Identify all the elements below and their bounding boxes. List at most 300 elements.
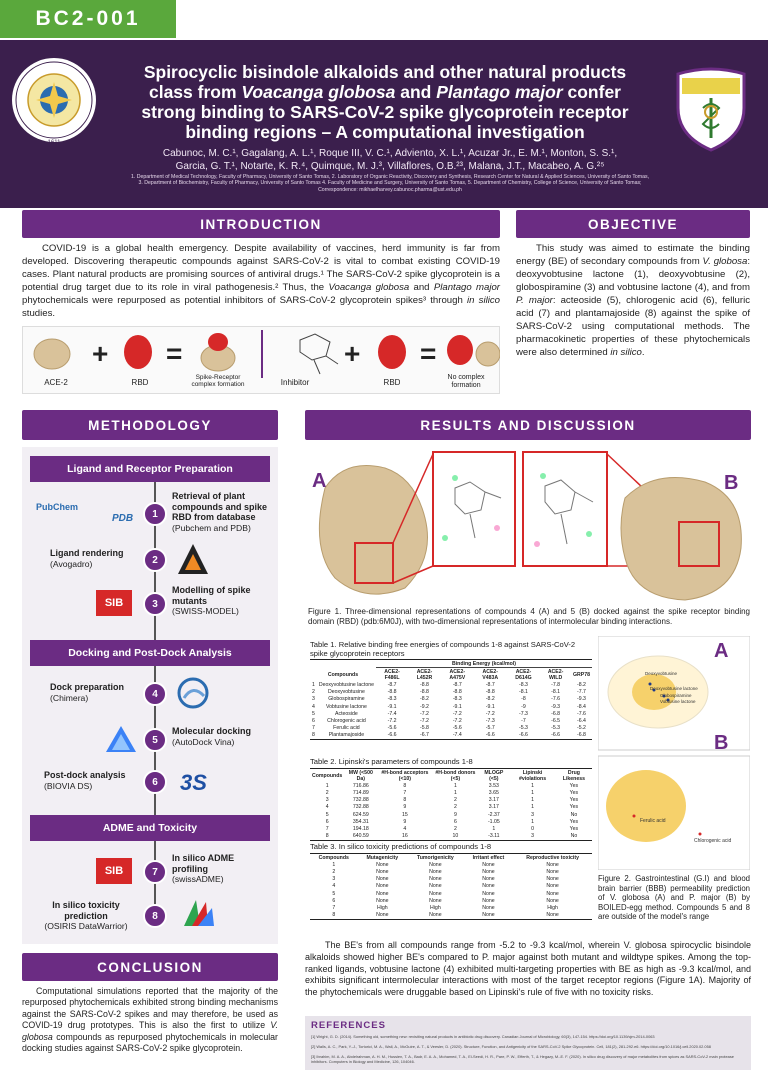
table1-cell: 2 — [312, 689, 315, 696]
table1-cell: 3 — [312, 696, 315, 703]
conclusion-part: compounds as repurposed phytochemicals in molecular docking studies against SARS-CoV-2 spike glycoprotein. — [22, 1031, 278, 1054]
table3-cell: None — [546, 912, 559, 919]
table2-cell: 16 — [401, 833, 408, 840]
step-6-circle: 6 — [143, 770, 167, 794]
table3-cell: None — [482, 876, 495, 883]
table2-header-cell: Lipinski #violations — [518, 769, 547, 782]
table1-cell: -7.6 — [551, 696, 561, 703]
svg-text:=: = — [166, 338, 183, 369]
table2-cell: 3.53 — [488, 782, 499, 789]
title-line-3: strong binding to SARS-CoV-2 spike glycoprotein receptor — [141, 102, 629, 122]
table3-cell: None — [376, 890, 389, 897]
table1-cell: -5.6 — [387, 725, 397, 732]
svg-text:+: + — [92, 338, 109, 369]
step-5-title: Molecular docking — [172, 726, 252, 736]
table2-cell: 1 — [531, 782, 534, 789]
reference-2: [2] Walls, A. C., Park, Y.-J., Tortorici, M. A., Wall, A., McGuire, A. T., & Veesler, D. (2020). Structure, Function, and Antigenicity of the SARS-CoV-2 Spike Glycoprotein. Cell, 181(2), 281-292.e6. https://doi.org/10.1016/j.cell.2020.02.058 — [311, 1044, 711, 1049]
intro-species: Voacanga globosa — [328, 282, 410, 293]
table1-cell: -8.8 — [387, 689, 397, 696]
table1-cell: -8.8 — [420, 681, 429, 688]
poster-id-badge: BC2-001 — [0, 0, 176, 38]
table-3-grid — [310, 854, 592, 919]
table2-cell: 3 — [531, 811, 534, 818]
table1-cell: -8.1 — [519, 689, 528, 696]
title-species-1: Voacanga globosa — [241, 82, 396, 102]
table1-cell: -8.7 — [387, 681, 397, 688]
table2-header-cell: #H-bond donors (<5) — [435, 769, 476, 782]
title-part: class from — [148, 82, 242, 102]
table1-cell: -6.6 — [387, 732, 397, 739]
step-4-text — [50, 682, 140, 703]
table3-cell: None — [546, 868, 559, 875]
table3-cell: None — [376, 912, 389, 919]
correspondence-line: Correspondence: mikhaelharvey.cabunoc.pharma@ust.edu.ph — [318, 186, 462, 193]
step-7-tool: (swissADME) — [172, 874, 224, 884]
fig2-label-b: B — [714, 732, 729, 754]
table2-cell: 5 — [325, 811, 329, 818]
table3-cell: None — [429, 883, 442, 890]
table1-cell: -8.3 — [452, 696, 462, 703]
table2-cell: 8 — [325, 833, 329, 840]
table1-group-header: Binding Energy (kcal/mol) — [376, 660, 592, 668]
objective-part: . — [641, 347, 645, 358]
table1-cell: -8.8 — [452, 689, 462, 696]
table1-cell: 6 — [312, 717, 315, 724]
step-1-text — [172, 491, 276, 533]
table1-cell: -8.8 — [485, 689, 495, 696]
step-3-title: Modelling of spike mutants — [172, 585, 251, 606]
table1-cell: -5.3 — [519, 725, 528, 732]
table1-cell: -7.2 — [485, 710, 495, 717]
autodock-icon — [104, 724, 138, 754]
affiliation-line-1: 1. Department of Medical Technology, Faculty of Pharmacy, University of Santo Tomas, 2. Laboratory of Organic Reactivity, Discovery and Synthesis, Research Center for Natural & Applied Sciences, University of Santo Tomas, — [130, 174, 650, 180]
objective-part: : acteoside (5), chlorogenic acid (6), felluric acid (7) and plantamajoside (8) against the spike of SARS-CoV-2 using computational methods. The pharmacokinetic properties of these phytochemicals were also determined — [516, 295, 750, 358]
table1-cell: -6.8 — [551, 710, 561, 717]
table3-header-cell: Reproductive toxicity — [526, 854, 579, 861]
table3-row — [310, 897, 592, 904]
table2-cell: 8 — [403, 782, 407, 789]
table2-cell: 1 — [531, 804, 534, 811]
table1-cell: -9.1 — [387, 703, 397, 710]
ace2-protein-icon — [34, 339, 70, 369]
table2-cell: No — [570, 811, 578, 818]
introduction-heading: INTRODUCTION — [22, 210, 500, 238]
table3-cell: None — [429, 861, 442, 868]
objective-heading: OBJECTIVE — [516, 210, 750, 238]
table3-cell: None — [546, 883, 559, 890]
table-1 — [310, 659, 592, 740]
table3-header-cell: Irritant effect — [472, 854, 505, 861]
biovia-icon — [178, 766, 212, 796]
table1-body — [310, 681, 592, 739]
table1-cell: 8 — [312, 732, 315, 739]
table2-cell: Yes — [569, 789, 579, 796]
table3-cell: 6 — [332, 897, 336, 904]
table3-cell: None — [482, 897, 495, 904]
inhibitor-molecule-icon — [300, 334, 338, 374]
table2-row — [310, 797, 592, 804]
table1-cell: -8.7 — [485, 681, 495, 688]
table1-cell: -7.8 — [551, 681, 561, 688]
table2-cell: 1 — [531, 789, 534, 796]
step-5-tool: (AutoDock Vina) — [172, 736, 235, 747]
table3-cell: 3 — [332, 876, 336, 883]
pharmacy-crest-icon — [672, 64, 750, 152]
step-7-title: In silico ADME profiling — [172, 853, 235, 874]
table3-cell: None — [376, 861, 389, 868]
table-2 — [310, 768, 592, 841]
table1-row — [310, 725, 592, 732]
fig1-label-a: A — [312, 470, 327, 492]
table1-cell: -8.4 — [577, 703, 586, 710]
sib-logo: SIB — [96, 590, 132, 616]
table-3-title: Table 3. In silico toxicity predictions of compounds 1-8 — [310, 842, 492, 851]
table3-cell: None — [482, 883, 495, 890]
table1-header-cell: ACE2-F486L — [384, 668, 400, 681]
table2-cell: -3.11 — [488, 833, 500, 840]
table1-cell: -7.3 — [519, 710, 528, 717]
step-8-title: In silico toxicity prediction — [52, 900, 120, 921]
table2-body — [310, 782, 592, 840]
label-complex: Spike-Receptor complex formation — [191, 374, 245, 388]
table2-cell: 732.88 — [352, 804, 369, 811]
affiliation-line-2: 3. Department of Biochemistry, Faculty of Pharmacy, University of Santo Tomas 4. Faculty of Medicine and Surgery, University of Santo Tomas, 5. Department of Chemistry, College of Science, University of Santo Tomas; — [138, 180, 642, 187]
table2-cell: Yes — [569, 804, 579, 811]
table3-cell: 4 — [332, 883, 336, 890]
rbd-protein-icon — [124, 335, 152, 369]
step-4-tool: (Chimera) — [50, 692, 89, 703]
table3-header-cell: Tumorigenicity — [416, 854, 454, 861]
table2-cell: No — [570, 833, 578, 840]
table1-cell: -5.8 — [420, 725, 429, 732]
step-5-text — [172, 726, 276, 747]
conclusion-part: Computational simulations reported that the majority of the repurposed phytochemicals exhibited strong binding mechanisms against the SARS-CoV-2 spikes and may therefore, be used as COVID-19 drug prototypes. This is also the first to utilize — [22, 986, 278, 1031]
table1-cell: -8.2 — [485, 696, 495, 703]
table2-row — [310, 782, 592, 789]
table1-cell: -5.2 — [577, 725, 586, 732]
table1-cell: Ferulic acid — [333, 725, 360, 732]
figure-1-docking — [305, 448, 751, 606]
table1-cell: -9 — [521, 703, 526, 710]
fig2b-region — [606, 770, 686, 842]
references-heading: REFERENCES — [311, 1020, 386, 1031]
table2-header-row — [310, 769, 592, 782]
table1-cell: -7.6 — [577, 710, 586, 717]
table2-cell: 3.17 — [488, 797, 499, 804]
table1-cell: -6.6 — [519, 732, 528, 739]
table3-cell: None — [429, 912, 442, 919]
step-1-circle: 1 — [143, 502, 167, 526]
table1-cell: -8.8 — [420, 689, 429, 696]
table2-header-cell: Drug Likeness — [562, 769, 586, 782]
table2-cell: 3.65 — [488, 789, 499, 796]
table3-cell: 5 — [332, 890, 336, 897]
table2-row — [310, 818, 592, 825]
fig2-label-a: A — [714, 640, 729, 662]
table2-cell: 4 — [403, 825, 407, 832]
step-3-text — [172, 585, 272, 617]
table1-cell: 1 — [312, 681, 315, 688]
table2-header-cell: MW (<500 Da) — [348, 769, 373, 782]
table1-cell: -5.3 — [551, 725, 561, 732]
table3-header-row — [310, 854, 592, 861]
table1-row — [310, 703, 592, 710]
title-line-1: Spirocyclic bisindole alkaloids and other natural products — [143, 62, 627, 82]
table3-cell: 2 — [332, 868, 336, 875]
intro-part: phytochemicals were repurposed as potential inhibitors of SARS-CoV-2 glycoprotein spikes³ through — [22, 295, 467, 306]
table2-cell: 1 — [453, 789, 457, 796]
table1-cell: Plantamajoside — [328, 732, 365, 739]
table3-header-cell: Mutagenicity — [366, 854, 399, 861]
table1-cell: -7 — [521, 717, 526, 724]
results-discussion: The BE's from all compounds range from -5.2 to -9.3 kcal/mol, wherein V. globosa spirocyclic bisindole alkaloids showed higher BE's compared to P. major against both mutant and wildtype spikes. Among the top-ranked ligands, vobtusine lactone (4) exhibited multi-targeting properties with BE as high as -9.3 kcal/mol, and exhibits significant intermolecular interactions with most of the target receptor regions (Figure 1A). Majority of the phytochemicals were druggable based on Lipinski's rule of five with no toxicity risks. — [305, 940, 751, 998]
objective-italic: in silico — [610, 347, 642, 358]
table1-cell: Globospiramine — [328, 696, 365, 703]
table3-cell: None — [546, 897, 559, 904]
table2-cell: 2 — [325, 789, 329, 796]
objective-species: V. globosa — [702, 256, 748, 267]
table3-row — [310, 890, 592, 897]
table2-cell: -2.37 — [487, 811, 500, 818]
table3-cell: None — [376, 897, 389, 904]
figure-1-caption: Figure 1. Three-dimensional representations of compounds 4 (A) and 5 (B) docked against the spike receptor binding domain (RBD) (pdb:6M0J), with two-dimensional representations of intermolecular binding interactions. — [308, 607, 750, 626]
table1-cell: -7.2 — [420, 717, 429, 724]
seal-year: 1611 — [47, 140, 61, 146]
title-species-2: Plantago major — [436, 82, 563, 102]
ust-seal-left-icon — [10, 52, 98, 154]
table2-cell: Yes — [569, 782, 579, 789]
table2-header-cell: #H-bond acceptors (<10) — [381, 769, 429, 782]
objective-part: This study was aimed to estimate the binding energy (BE) of secondary compounds from — [516, 243, 750, 267]
table2-cell: 1 — [531, 818, 534, 825]
avogadro-icon — [176, 542, 210, 576]
table1-cell: -6.6 — [551, 732, 561, 739]
table3-cell: High — [547, 904, 558, 911]
step-4-title: Dock preparation — [50, 682, 125, 692]
table2-cell: Yes — [569, 818, 579, 825]
fig2a-point-2: Deoxyvobtusine lactone — [650, 686, 698, 691]
fig2b-point-2: Chlorogenic acid — [694, 838, 732, 844]
table2-cell: 7 — [325, 825, 329, 832]
table1-cell: -6.5 — [551, 717, 561, 724]
table2-cell: 6 — [453, 818, 457, 825]
fig1-interaction-b — [523, 452, 607, 566]
table-3 — [310, 853, 592, 920]
step-6-title: Post-dock analysis — [44, 770, 126, 780]
table3-cell: None — [482, 890, 495, 897]
table2-cell: 1 — [453, 782, 457, 789]
table1-cell: -9.1 — [485, 703, 495, 710]
table1-header-cell: ACE2-WILD — [547, 668, 564, 681]
table3-cell: 8 — [332, 912, 336, 919]
table-1-title: Table 1. Relative binding free energies of compounds 1-8 against SARS-CoV-2 spike glycoprotein receptors — [310, 640, 576, 658]
table1-cell: -8.2 — [420, 696, 429, 703]
table2-cell: 4 — [325, 804, 329, 811]
table2-cell: 1 — [325, 782, 329, 789]
table2-header-cell: Compounds — [312, 772, 343, 779]
table3-cell: None — [546, 890, 559, 897]
table1-header-cell: ACE2-V483A — [482, 668, 499, 681]
table2-cell: 1 — [492, 825, 496, 832]
table3-cell: None — [376, 876, 389, 883]
table1-cell: Deoxyvobtusine — [327, 689, 365, 696]
table2-header-cell: MLOGP (<5) — [484, 769, 504, 782]
table1-header-cell: ACE2-L452R — [416, 668, 433, 681]
title-line-2 — [95, 82, 675, 102]
affiliation-list — [50, 174, 730, 193]
table1-cell: -8.1 — [551, 689, 561, 696]
fig2a-point-4: Vobtusine lactone — [660, 699, 696, 704]
step-2-circle: 2 — [143, 548, 167, 572]
table3-cell: High — [376, 904, 388, 911]
title-part: confer — [562, 82, 621, 102]
table3-cell: None — [482, 861, 495, 868]
sib-logo-2: SIB — [96, 858, 132, 884]
table2-cell: 716.86 — [352, 782, 369, 789]
step-1-title: Retrieval of plant compounds and spike RBD from database — [172, 491, 268, 522]
table1-cell: -7.4 — [452, 732, 462, 739]
table1-cell: -6.6 — [485, 732, 495, 739]
results-heading: RESULTS AND DISCUSSION — [305, 410, 751, 440]
label-no-complex: No complex formation — [447, 374, 485, 389]
table3-row — [310, 876, 592, 883]
fig1-label-b: B — [724, 472, 739, 494]
fig2b-point-1: Ferulic acid — [640, 818, 666, 824]
table1-cell: -7.2 — [452, 717, 462, 724]
table2-cell: 732.88 — [352, 797, 369, 804]
table1-row — [310, 696, 592, 703]
table3-cell: None — [376, 883, 389, 890]
svg-text:=: = — [420, 338, 437, 369]
conclusion-text — [22, 986, 278, 1054]
table2-cell: 3.17 — [488, 804, 499, 811]
table3-cell: 1 — [332, 861, 336, 868]
table2-cell: 640.59 — [352, 833, 369, 840]
step-8-circle: 8 — [143, 904, 167, 928]
table1-cell: 5 — [312, 710, 315, 717]
title-line-4: binding regions – A computational investigation — [185, 122, 585, 142]
table3-row — [310, 904, 592, 911]
pubchem-logo: PubChem — [36, 502, 79, 512]
table1-row — [310, 710, 592, 717]
table3-cell: None — [482, 868, 495, 875]
table1-cell: Deoxyvobtusine lactone — [318, 681, 374, 688]
label-ace2: ACE-2 — [44, 378, 68, 387]
table3-cell: None — [429, 876, 442, 883]
table1-cell: -7.7 — [577, 689, 586, 696]
sub-docking: Docking and Post-Dock Analysis — [30, 640, 270, 666]
table1-row — [310, 717, 592, 724]
table1-cell: -5.7 — [485, 725, 495, 732]
table2-cell: 9 — [453, 811, 457, 818]
step-3-tool: (SWISS-MODEL) — [172, 606, 239, 616]
table3-cell: None — [376, 868, 389, 875]
fig1-interaction-a — [433, 452, 515, 566]
author-list — [110, 148, 670, 173]
table3-cell: None — [429, 868, 442, 875]
step-7-circle: 7 — [143, 860, 167, 884]
objective-part: : deoxyvobtusine lactone (1), deoxyvobtusine (2), globospiramine (3) and vobtusine lactone (4), and from — [516, 256, 750, 293]
table1-header-cell: GRP78 — [572, 671, 590, 678]
table1-cell: -7.2 — [420, 710, 429, 717]
methodology-heading: METHODOLOGY — [22, 410, 278, 440]
authors-line-1: Cabunoc, M. C.¹, Gagalang, A. L.¹, Roque III, V. C.¹, Adviento, X. L.¹, Acuzar Jr., E. M.¹, Monton, S. S.¹, — [162, 148, 618, 159]
table-2-title: Table 2. Lipinski's parameters of compounds 1-8 — [310, 757, 473, 766]
title-part: and — [395, 82, 437, 102]
table1-cell: -6.4 — [577, 717, 586, 724]
table1-cell: 4 — [312, 703, 315, 710]
table2-cell: 1 — [531, 797, 534, 804]
table2-cell: Yes — [569, 825, 579, 832]
table1-header-cell: Compounds — [327, 671, 359, 678]
table1-cell: -8 — [521, 696, 526, 703]
table3-cell: None — [429, 890, 442, 897]
table2-cell: 15 — [401, 811, 408, 818]
table2-cell: 3 — [325, 797, 329, 804]
table1-cell: -8.2 — [577, 681, 586, 688]
table1-cell: -8.3 — [387, 696, 397, 703]
step-8-tool: (OSIRIS DataWarrior) — [44, 921, 128, 931]
table2-row — [310, 789, 592, 796]
table1-cell: -7.4 — [387, 710, 397, 717]
table3-body — [310, 861, 592, 919]
table2-row — [310, 833, 592, 840]
table3-header-cell: Compounds — [318, 854, 349, 861]
conclusion-heading: CONCLUSION — [22, 953, 278, 981]
conclusion-species: V. globosa — [22, 1020, 278, 1042]
table2-cell: 2 — [453, 797, 457, 804]
table1-header-cell: ACE2-D614G — [515, 668, 532, 681]
table1-header-row — [310, 668, 592, 682]
figure-2-caption: Figure 2. Gastrointestinal (G.I) and blood brain barrier (BBB) permeability prediction of V. globosa (A) and P. major (B) by BOILED-egg method. Compounds 5 and 8 are outside of the model's range — [598, 874, 750, 922]
table1-cell: -9.2 — [420, 703, 429, 710]
reference-3: [3] Ibrahim, M. A. A., Abdelrahman, A. H. M., Hussien, T. A., Badr, E. A. A., Mohamed, T. A., El-Seedi, H. R., Pare, P. W., Efferth, T., & Hegazy, M.-E. F. (2020). In silico drug discovery of major metabolites from spices as SARS-CoV-2 main protease inhibitors. Computers in Biology and Medicine, 126, 104046. — [311, 1054, 734, 1064]
authors-line-2: Garcia, G. T.¹, Notarte, K. R.⁴, Quimque, M. J.³, Villaflores, O.B.²³, Malana, J.T., Macabeo, A. G.²⁵ — [175, 160, 605, 172]
table2-cell: 10 — [452, 833, 459, 840]
table2-cell: 2 — [453, 825, 457, 832]
step-5-circle: 5 — [143, 728, 167, 752]
intro-part: COVID-19 is a global health emergency. Despite availability of vaccines, herd immunity is far from developed. Discovering therapeutic compounds against SARS-CoV-2 is vital to combat existing COVID-19 cases. Plant natural products are promising sources of antiviral drugs.¹ The SARS-CoV-2 spike glycoprotein is a potential drug target due to its role in viral pathogenesis.² Thus, the — [22, 243, 500, 293]
table2-cell: 7 — [403, 789, 407, 796]
poster-title — [95, 62, 675, 142]
table1-cell: Vobtusine lactone — [325, 703, 367, 710]
table1-cell: -9.3 — [577, 696, 586, 703]
table1-cell: -5.6 — [452, 725, 462, 732]
label-inhibitor: Inhibitor — [280, 378, 310, 387]
chimera-icon — [176, 676, 210, 710]
label-rbd-2: RBD — [383, 378, 401, 387]
pdb-logo: PDB — [112, 513, 134, 524]
fig2a-yolk-region — [632, 674, 676, 710]
table1-cell: Chlorogenic acid — [327, 717, 366, 724]
intro-species: Plantago major — [433, 282, 500, 293]
table2-cell: 9 — [403, 818, 407, 825]
table-1-grid — [310, 660, 592, 739]
table2-cell: Yes — [569, 797, 579, 804]
table2-cell: -1.05 — [487, 818, 500, 825]
svg-text:+: + — [344, 338, 361, 369]
intro-figure-graphics — [30, 330, 500, 378]
fig2a-point-3: Globospiramine — [660, 693, 692, 698]
introduction-text — [22, 242, 500, 320]
table2-cell: 354.31 — [352, 818, 369, 825]
table3-cell: 7 — [332, 904, 336, 911]
table2-cell: 2 — [453, 804, 457, 811]
step-2-tool: (Avogadro) — [50, 558, 93, 569]
table1-cell: -9.1 — [452, 703, 462, 710]
fig2a-point-1: Deoxyvobtusine — [645, 671, 678, 676]
table3-row — [310, 883, 592, 890]
